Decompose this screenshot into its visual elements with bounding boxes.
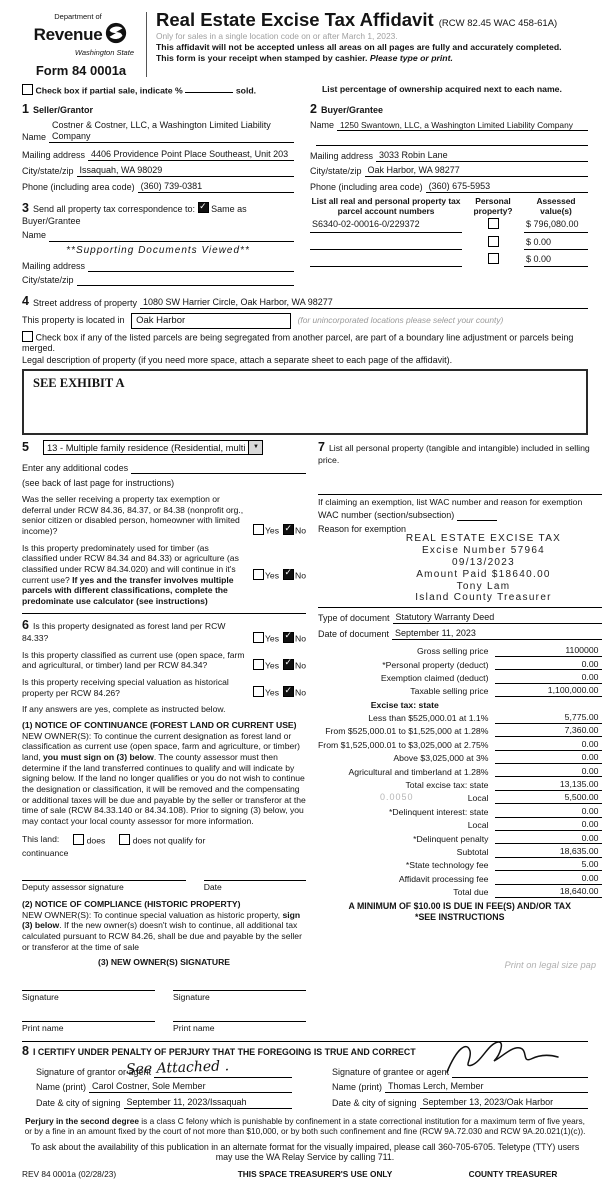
form-footer — [22, 1117, 588, 1179]
grantee-name-field[interactable]: Thomas Lerch, Member — [385, 1081, 588, 1093]
chevron-down-icon[interactable]: ▼ — [248, 441, 262, 455]
tax-row-value[interactable]: 0.00 — [495, 833, 602, 845]
question-tax-exemption: Was the seller receiving a property tax exemption or deferral under RCW 84.36, 84.37, or 84.38 (nonprofit org., senior citizen or disabled person, homeowner with limited income)? Yes ✓ No — [22, 494, 306, 537]
tax-row-value[interactable]: 0.00 — [495, 659, 602, 671]
form-header — [22, 8, 588, 79]
tax-row: Subtotal 18,635.00 — [318, 844, 602, 857]
new-owner-printname-field[interactable] — [173, 1009, 306, 1022]
dor-logo — [22, 8, 140, 79]
same-as-buyer-checkbox[interactable] — [198, 202, 209, 213]
note-receipt: This form is your receipt when stamped by cashier. Please type or print. — [156, 52, 453, 63]
located-in-select[interactable]: Oak Harbor — [131, 313, 291, 329]
grantee-date-label: Date & city of signing — [332, 1097, 417, 1108]
yes-checkbox[interactable] — [253, 632, 264, 643]
seller-phone-label: Phone (including area code) — [22, 181, 135, 192]
tax-row-value[interactable]: 0.00 — [495, 873, 602, 885]
notice2-body: NEW OWNER(S): To continue special valuation as historic property, sign (3) below. If the new owner(s) doesn't wish to continue, all additional tax calculated pursuant to RCW 84.26, shall be due and payable by the seller or transferor at the time of sale — [22, 909, 302, 952]
parcel-number-field[interactable] — [310, 253, 462, 267]
located-in-label: This property is located in — [22, 314, 125, 325]
land-qualify-row: This land: does does not qualify for — [22, 833, 206, 846]
tax-row-value[interactable]: 1100000 — [495, 645, 602, 657]
no-checkbox[interactable] — [283, 659, 294, 670]
deputy-assessor-label: Deputy assessor signature — [22, 882, 124, 893]
see-back-note: (see back of last page for instructions) — [22, 477, 175, 488]
note-accepted: This affidavit will not be accepted unless all areas on all pages are fully and accurately completed. — [156, 41, 562, 52]
assessed-value-field[interactable]: $ 0.00 — [524, 253, 588, 267]
personal-property-list-field[interactable] — [318, 466, 602, 492]
notice1-title: (1) NOTICE OF CONTINUANCE (FOREST LAND OR CURRENT USE) — [22, 720, 297, 731]
tax-row-value[interactable]: 5,500.00 — [495, 792, 602, 804]
tax-row-value[interactable]: 7,360.00 — [495, 725, 602, 737]
divider — [318, 607, 602, 608]
partial-sale-checkbox[interactable] — [22, 84, 33, 95]
tax-row: Affidavit processing fee 0.00 — [318, 871, 602, 884]
corr-city-field[interactable] — [77, 275, 294, 286]
rcw-reference: (RCW 82.45 WAC 458-61A) — [438, 18, 558, 29]
seller-phone-field[interactable]: (360) 739-0381 — [138, 181, 294, 193]
new-owner-signature-field[interactable] — [173, 978, 306, 991]
assessed-value-field[interactable]: $ 796,080.00 — [524, 218, 588, 232]
buyer-phone-label: Phone (including area code) — [310, 181, 423, 192]
no-checkbox[interactable] — [283, 632, 294, 643]
tax-row-value[interactable]: 13,135.00 — [495, 779, 602, 791]
question-timber-agriculture: Is this property predominately used for timber (as classified under RCW 84.34 and 84.33) or agriculture (as classified under RCW 84.34.020) and will continue in it's current use? If yes and the transfer involves multiple parcels with different classifications, complete the predominate use calculator (see instructions) Yes ✓ No — [22, 543, 306, 607]
grantee-name-label: Name (print) — [332, 1082, 383, 1093]
personal-property-checkbox[interactable] — [488, 253, 499, 264]
personal-property-checkbox[interactable] — [488, 236, 499, 247]
question-current-use: Is this property classified as current use (open space, farm and agricultural, or timber) land per RCW 84.34? Yes ✓ No — [22, 650, 306, 671]
form-number: Form 84 0001a — [35, 62, 127, 78]
street-address-field[interactable]: 1080 SW Harrier Circle, Oak Harbor, WA 98277 — [140, 297, 588, 309]
tax-computation — [318, 644, 602, 898]
tax-row-value[interactable]: 0.00 — [495, 752, 602, 764]
tax-row-value[interactable]: 0.00 — [495, 806, 602, 818]
dept-small-label: Department of — [54, 12, 102, 21]
tax-row: Exemption claimed (deduct) 0.00 — [318, 670, 602, 683]
buyer-city-label: City/state/zip — [310, 166, 362, 177]
section4: 4 Street address of property 1080 SW Harrier Circle, Oak Harbor, WA 98277 This property is located in Oak Harbor (for unincorporated locations please select your county) Check box if any of the listed parcels are being segregated from another parcel, are part of a boundary line adjustment or parcels being merged. Legal description of property (if you need more space, attach a separate sheet to each page of the affidavit). SEE EXHIBIT A — [22, 294, 588, 435]
yes-checkbox[interactable] — [253, 524, 264, 535]
dept-name-label: Revenue — [33, 25, 103, 45]
tax-row-value[interactable]: 18,640.00 — [495, 886, 602, 898]
no-checkbox[interactable] — [283, 686, 294, 697]
exemption-note: If claiming an exemption, list WAC number and reason for exemption — [318, 496, 583, 507]
no-checkbox[interactable] — [283, 524, 294, 535]
legal-description-label: Legal description of property (if you need more space, attach a separate sheet to each page of the affidavit). — [22, 355, 453, 366]
tax-row: Agricultural and timberland at 1.28% 0.00 — [318, 764, 602, 777]
grantor-date-label: Date & city of signing — [36, 1097, 121, 1108]
new-owner-printname-field[interactable] — [22, 1009, 155, 1022]
section3-heading: 3 Send all property tax correspondence to: ✓ Same as Buyer/Grantee — [22, 201, 294, 228]
tax-row: Taxable selling price 1,100,000.00 — [318, 684, 602, 697]
tax-row: Total due 18,640.00 — [318, 885, 602, 898]
assessed-value-field[interactable]: $ 0.00 — [524, 236, 588, 250]
tax-row-value[interactable]: 0.00 — [495, 819, 602, 831]
legal-description-field[interactable]: SEE EXHIBIT A — [22, 369, 588, 435]
corr-mailing-field[interactable] — [88, 261, 294, 272]
parcel-col3-header: Assessed value(s) — [536, 196, 576, 216]
section2-heading: 2 Buyer/Grantee — [310, 101, 383, 116]
header-divider — [146, 12, 147, 77]
yes-checkbox[interactable] — [253, 659, 264, 670]
deputy-assessor-signature-field[interactable] — [22, 868, 186, 881]
tax-row: From $1,525,000.01 to $3,025,000 at 2.75% 0.00 — [318, 737, 602, 750]
tax-row: *Personal property (deduct) 0.00 — [318, 657, 602, 670]
land-use-code-select[interactable]: 13 - Multiple family residence (Residential, multi ▼ — [43, 440, 264, 456]
dor-logo-icon — [104, 21, 128, 48]
partial-sale-row: Check box if partial sale, indicate % sold. — [22, 84, 322, 97]
partial-sale-label: Check box if partial sale, indicate % — [35, 85, 183, 96]
seller-city-label: City/state/zip — [22, 165, 74, 176]
partial-sale-percent-field[interactable] — [185, 92, 233, 93]
section8 — [22, 1041, 588, 1112]
corr-name-label: Name — [22, 230, 47, 241]
deputy-date-field[interactable] — [204, 868, 306, 881]
tax-row-value[interactable]: 0.00 — [495, 766, 602, 778]
seller-mailing-label: Mailing address — [22, 150, 86, 161]
additional-codes-field[interactable] — [131, 463, 306, 474]
tax-row-value[interactable]: 18,635.00 — [495, 846, 602, 858]
tax-row: *Delinquent interest: state 0.00 — [318, 804, 602, 817]
county-treasurer-label: COUNTY TREASURER — [468, 1168, 558, 1179]
buyer-city-field[interactable]: Oak Harbor, WA 98277 — [365, 165, 588, 177]
supporting-docs-stamp: **Supporting Documents Viewed** — [66, 245, 250, 257]
doc-date-label: Date of document — [318, 628, 390, 639]
grantor-name-field[interactable]: Carol Costner, Sole Member — [89, 1081, 292, 1093]
buyer-name-field-2[interactable] — [316, 135, 588, 146]
grantor-name-label: Name (print) — [36, 1082, 87, 1093]
grantor-signature-handwriting: See Attached . — [125, 1058, 230, 1079]
grantee-signature-block — [318, 1062, 588, 1113]
no-checkbox[interactable] — [283, 569, 294, 580]
segregated-label: Check box if any of the listed parcels are being segregated from another parcel, are part of a boundary line adjustment or parcels being merged. — [22, 332, 574, 354]
question-forest-land: 6 Is this property designated as forest land per RCW 84.33? Yes ✓ No — [22, 618, 306, 644]
doc-type-field[interactable]: Statutory Warranty Deed — [393, 612, 602, 624]
doc-date-field[interactable]: September 11, 2023 — [392, 628, 601, 640]
note-single-location: Only for sales in a single location code on or after March 1, 2023. — [156, 31, 398, 42]
tax-row: *State technology fee 5.00 — [318, 858, 602, 871]
parcel-col2-header: Personal property? — [473, 196, 513, 216]
grantor-date-field[interactable]: September 11, 2023/Issaquah — [124, 1097, 292, 1109]
grantee-sig-label: Signature of grantee or agent — [332, 1066, 450, 1077]
grantee-signature-scribble-icon — [442, 1036, 562, 1081]
wac-number-label: WAC number (section/subsection) — [318, 509, 455, 520]
buyer-mailing-field[interactable]: 3033 Robin Lane — [376, 150, 588, 162]
tax-row-local: 0.0050 Local 5,500.00 — [318, 791, 602, 804]
corr-mailing-label: Mailing address — [22, 260, 86, 271]
tax-row: From $525,000.01 to $1,525,000 at 1.28% 7,360.00 — [318, 724, 602, 737]
street-address-label: Street address of property — [32, 298, 138, 309]
section1-heading: 1 Seller/Grantor — [22, 101, 93, 116]
located-in-hint: (for unincorporated locations please select your county) — [297, 314, 504, 325]
notice2-title: (2) NOTICE OF COMPLIANCE (HISTORIC PROPERTY) — [22, 899, 241, 910]
buyer-phone-field[interactable]: (360) 675-5953 — [426, 181, 588, 193]
corr-city-label: City/state/zip — [22, 275, 74, 286]
reet-affidavit-form: Department of Revenue Washington State Form 84 0001a Real Estate Excise Tax Affidavit (RCW 82.45 WAC 458-61A) Only for sales in a single location code on or after March 1, 2023. This affidavit will not be accepted unless all areas on all pages are fully and accurately completed. This form is your receipt when stamped by cashier. Please type or print. Check box if partial sale, indicate % sold. List percentage of ownership acquired next to each name. 1 Seller/Grantor Name Costner & Costner, LLC, a Washington Limited Liability Company Mailing address 4406 Providence Point Place Southeast, Unit 203 City/state/zip Issaquah, WA 98029 Phone (including area code) (360) 739-0381 3 Send all property tax correspondence to: ✓ Same as Buyer/Grantee Name **Supporting Documents Viewed** Mailing address City/state/zip 2 Buyer/Grantee Name 1250 Swantown, LLC, a Washington Limited Liability Company Mailing address 3033 Robin Lane City/state/zip Oak Harbor, WA 98277 Phone (including area code) (360) 675-5953 List all real and personal property tax parcel account numbers Personal property? Assessed value(s) S6340-02-00016-0/229372 $ 796,080.00 $ 0.00 $ 0.00 4 Street address of property 1080 SW Harrier Circle, Oak Harbor, WA 98277 This property is located in Oak Harbor (for unincorporated locations please select your county) Check box if any of the listed parcels are being segregated from another parcel, are part of a boundary line adjustment or parcels being merged. Legal description of property (if you need more space, attach a separate sheet to each page of the affidavit). SEE EXHIBIT A 5 13 - Multiple family residence (Residential, multi ▼ Enter any additional codes (see back of last page for instructions) Was the seller receiving a property tax exemption or deferral under RCW 84.36, 84.37, or 84.38 (nonprofit org., senior citizen or disabled person, homeowner with limited income)? Yes ✓ No Is this property predominately used for timber (as classified under RCW 84.34 and 84.33) or agriculture (as classified under RCW 84.34.020) and will continue in it's current use? If yes and the transfer involves multiple parcels with different classifications, complete the predominate use calculator (see instructions) Yes ✓ No 6 Is this property designated as forest land per RCW 84.33? Yes ✓ No Is this property classified as current use (open space, farm and agricultural, or timber) land per RCW 84.34? Yes ✓ No Is this property receiving special valuation as historical property per RCW 84.26? Yes ✓ No If any answers are yes, complete as instructed below. (1) NOTICE OF CONTINUANCE (FOREST LAND OR CURRENT USE) NEW OWNER(S): To continue the current designation as forest land or classification as current use (open space, farm and agriculture, or timber) land, you must sign on (3) below. The county assessor must then determine if the land transferred continues to qualify and will indicate by signing below. If the land no longer qualifies or you do not wish to continue the designation or classification, it will be removed and the compensating or additional taxes will be due and payable by the seller or transferor at the time of sale (RCW 84.33.140 or 84.34.108). Prior to signing (3) below, you may contact your local county assessor for more information. This land: does does not qualify for continuance Deputy assessor signature Date (2) NOTICE OF COMPLIANCE (HISTORIC PROPERTY) NEW OWNER(S): To continue special valuation as historic property, sign (3) below. If the new owner(s) doesn't wish to continue, all additional tax calculated pursuant to RCW 84.26, shall be due and payable by the seller or transferor at the time of sale (3) NEW OWNER(S) SIGNATURE Signature Signature Print name Print name 7 List all personal property (tangible and intangible) included in selling price. If claiming an exemption, list WAC number and reason for exemption WAC number (section/subsection) Reason for exemption REAL ESTATE EXCISE TAX Excise Number 57964 09/13/2023 Amount Paid $18640.00 Tony Lam Island County Treasurer Type of document Statutory Warranty Deed Date of document September 11, 2023 Gross selling price 1100000 *Personal property (deduct) 0.00 Exemption claimed (deduct) 0.00 Taxable selling price 1,100,000.00 Excise tax: state Less than $525,000.01 at 1.1% 5,775.00 From $525,000.01 to $1,525,000 at 1.28% 7,360.00 From $1,525,000.01 to $3,025,000 at 2.75% 0.00 Above $3,025,000 at 3% 0.00 Agricultural and timberland at 1.28% 0.00 Total excise tax: state 13,135.00 0.0050 Local 5,500.00 *Delinquent interest: state 0.00 Local 0.00 *Delinquent penalty 0.00 Subtotal 18,635.00 *State technology fee 5.00 Affidavit processing fee 0.00 Total due 18,640.00 A MINIMUM OF $10.00 IS DUE IN FEE(S) AND/OR TAX *SEE INSTRUCTIONS 8 I CERTIFY UNDER PENALTY OF PERJURY THAT THE FOREGOING IS TRUE AND CORRECT Signature of grantor or agent See Attached . Name (print) Carol Costner, Sole Member Date & city of signing September 11, 2023/Issaquah Signature of grantee or agent Name (print) Thomas Lerch, Member Date & city of signing September 13, 2023/Oak Harbor Perjury in the second degree is a class C felony which is punishable by confinement in a state correctional institution for a maximum term of five years, or by a fine in an amount fixed by the court of not more than $10,000, or by both such confinement and fine (RCW 9A.72.030 and RCW 9A.20.021(1)(c)). To ask about the availability of this publication in an alternate format for the visually impaired, please call 360-705-6705. Teletype (TTY) users may use the WA Relay Service by calling 711. REV 84 0001a (02/28/23) THIS SPACE TREASURER'S USE ONLY COUNTY TREASURER Print on legal size pap — [0, 0, 600, 988]
buyer-name-label: Name — [310, 120, 335, 131]
does-checkbox[interactable] — [73, 834, 84, 845]
tax-row: *Delinquent penalty 0.00 — [318, 831, 602, 844]
ownership-note: List percentage of ownership acquired next to each name. — [322, 83, 562, 94]
parcel-number-field[interactable]: S6340-02-00016-0/229372 — [310, 218, 462, 232]
tax-row-value[interactable]: 5,775.00 — [495, 712, 602, 724]
dept-state-label: Washington State — [74, 48, 134, 58]
section7-heading: 7 List all personal property (tangible and intangible) included in selling price. — [318, 439, 590, 466]
doc-type-label: Type of document — [318, 613, 390, 624]
treasurer-space-label: THIS SPACE TREASURER'S USE ONLY — [237, 1168, 393, 1179]
tax-section-heading: Excise tax: state — [370, 699, 439, 710]
reason-exemption-label: Reason for exemption — [318, 524, 407, 535]
tax-row: Total excise tax: state 13,135.00 — [318, 777, 602, 790]
see-instructions-note: *SEE INSTRUCTIONS — [415, 911, 505, 922]
seller-city-field[interactable]: Issaquah, WA 98029 — [77, 165, 294, 177]
parcel-number-field[interactable] — [310, 236, 462, 250]
tax-row-value[interactable]: 5.00 — [495, 859, 602, 871]
parcel-col1-header: List all real and personal property tax parcel account numbers — [311, 196, 461, 216]
yes-checkbox[interactable] — [253, 686, 264, 697]
grantor-signature-block — [22, 1058, 292, 1113]
wac-number-field[interactable] — [457, 520, 497, 521]
certify-heading: 8 I CERTIFY UNDER PENALTY OF PERJURY THAT THE FOREGOING IS TRUE AND CORRECT — [22, 1044, 416, 1059]
tax-row-value[interactable]: 1,100,000.00 — [495, 685, 602, 697]
yes-checkbox[interactable] — [253, 569, 264, 580]
seller-name-field[interactable]: Costner & Costner, LLC, a Washington Limited Liability Company — [49, 120, 294, 143]
minimum-due-note: A MINIMUM OF $10.00 IS DUE IN FEE(S) AND/OR TAX — [348, 900, 572, 911]
corr-name-field[interactable] — [49, 231, 294, 242]
tax-row: Local 0.00 — [318, 818, 602, 831]
treasurer-stamp: REAL ESTATE EXCISE TAX Excise Number 57964 09/13/2023 Amount Paid $18640.00 Tony Lam Island County Treasurer — [405, 533, 562, 604]
additional-codes-label: Enter any additional codes — [22, 463, 129, 474]
personal-property-checkbox[interactable] — [488, 218, 499, 229]
parcel-table — [310, 197, 588, 270]
rev-number: REV 84 0001a (02/28/23) — [22, 1168, 117, 1179]
buyer-name-field[interactable]: 1250 Swantown, LLC, a Washington Limited Liability Company — [337, 120, 588, 131]
tax-row-value[interactable]: 0.00 — [495, 672, 602, 684]
accessibility-note: To ask about the availability of this publication in an alternate format for the visually impaired, please call 360-705-6705. Teletype (TTY) users may use the WA Relay Service by calling 711. — [30, 1141, 580, 1163]
buyer-mailing-label: Mailing address — [310, 150, 374, 161]
if-yes-note: If any answers are yes, complete as instructed below. — [22, 704, 226, 715]
tax-row: Above $3,025,000 at 3% 0.00 — [318, 751, 602, 764]
perjury-note: Perjury in the second degree is a class C felony which is punishable by confinement in a state correctional institution for a maximum term of five years, or by a fine in an amount fixed by the court of not more than $10,000, or by both such confinement and fine (RCW 9A.72.030 and RCW 9A.20.021(1)(c)). — [24, 1115, 586, 1136]
segregated-checkbox[interactable] — [22, 331, 33, 342]
local-rate-value: 0.0050 — [380, 792, 414, 803]
does-not-checkbox[interactable] — [119, 834, 130, 845]
tax-row: Less than $525,000.01 at 1.1% 5,775.00 — [318, 710, 602, 723]
grantor-sig-label: Signature of grantor or agent — [36, 1066, 152, 1077]
tax-row-value[interactable]: 0.00 — [495, 739, 602, 751]
seller-mailing-field[interactable]: 4406 Providence Point Place Southeast, Unit 203 — [88, 149, 294, 161]
divider — [318, 494, 602, 495]
notice3-title: (3) NEW OWNER(S) SIGNATURE — [97, 957, 231, 968]
tax-row: Gross selling price 1100000 — [318, 644, 602, 657]
new-owner-signature-field[interactable] — [22, 978, 155, 991]
seller-name-label: Name — [22, 132, 47, 143]
print-legal-size-note: Print on legal size pap — [504, 960, 596, 971]
form-title: Real Estate Excise Tax Affidavit (RCW 82.45 WAC 458-61A) — [156, 9, 558, 30]
grantee-date-field[interactable]: September 13, 2023/Oak Harbor — [420, 1097, 588, 1109]
question-historical: Is this property receiving special valuation as historical property per RCW 84.26? Yes ✓ No — [22, 677, 306, 698]
notice1-body: NEW OWNER(S): To continue the current designation as forest land or classification as current use (open space, farm and agriculture, or timber) land, you must sign on (3) below. The county assessor must then determine if the land transferred continues to qualify and will indicate by signing below. If the land no longer qualifies or you do not wish to continue the designation or classification, it will be removed and the compensating or additional taxes will be due and payable by the seller or transferor at the time of sale (RCW 84.33.140 or 84.34.108). Prior to signing (3) below, you may contact your local county assessor for more information. — [22, 730, 306, 826]
deputy-date-label: Date — [203, 882, 222, 893]
